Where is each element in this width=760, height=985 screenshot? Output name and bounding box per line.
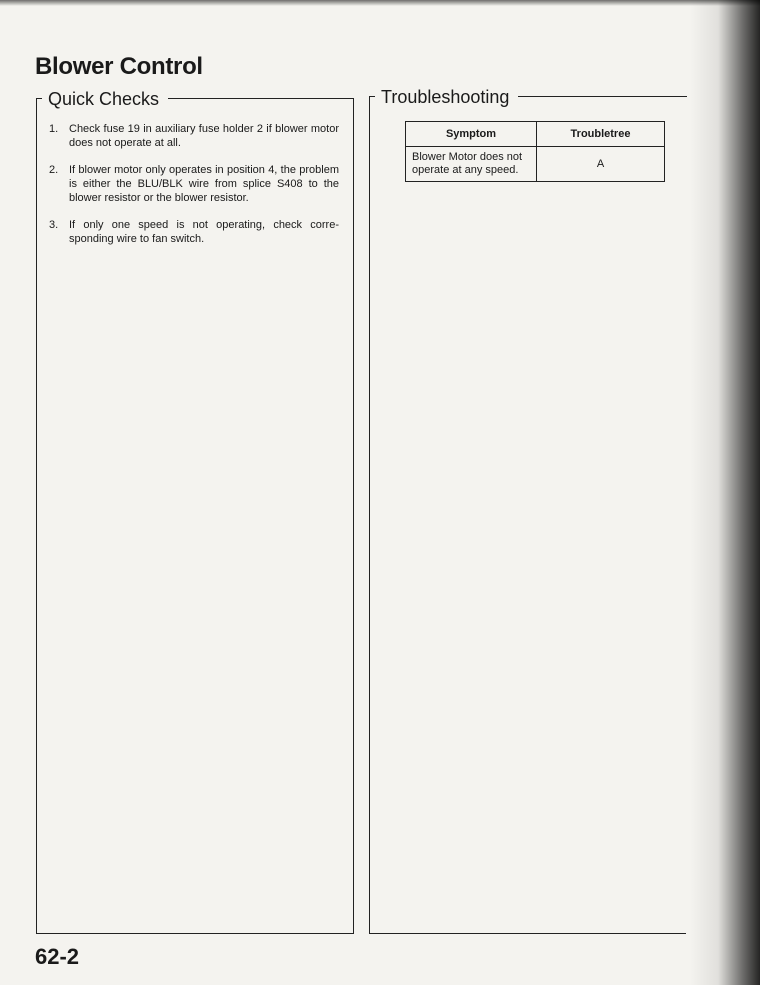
troubleshooting-table bbox=[405, 121, 665, 182]
check-item bbox=[49, 163, 339, 205]
troubletree-column-header: Troubletree bbox=[537, 122, 665, 147]
quick-checks-panel bbox=[36, 89, 354, 934]
page-number: 62-2 bbox=[35, 944, 80, 969]
quick-checks-heading: Quick Checks bbox=[48, 89, 160, 109]
check-number: 3. bbox=[49, 219, 59, 231]
check-number: 2. bbox=[49, 164, 59, 176]
scan-top-shadow bbox=[0, 0, 760, 6]
symptom-cell: Blower Motor does not operate at any speed. bbox=[406, 147, 537, 182]
check-text: If only one speed is not operating, check corre-sponding wire to fan switch. bbox=[69, 219, 339, 245]
scan-edge-shadow bbox=[690, 0, 760, 985]
header-rule bbox=[168, 98, 354, 99]
troubleshooting-panel bbox=[369, 87, 686, 934]
quick-checks-list bbox=[49, 122, 339, 259]
symptom-column-header: Symptom bbox=[406, 122, 537, 147]
troubleshooting-header bbox=[369, 88, 687, 106]
table-row bbox=[406, 147, 665, 182]
check-item bbox=[49, 218, 339, 246]
header-rule bbox=[518, 96, 687, 97]
check-text: Check fuse 19 in auxiliary fuse holder 2 if blower motor does not operate at all. bbox=[69, 123, 339, 149]
check-text: If blower motor only operates in position 4, the problem is either the BLU/BLK wire from splice S408 to the blower resistor or the blower resistor. bbox=[69, 164, 339, 204]
troubletree-cell[interactable]: A bbox=[537, 147, 665, 182]
page-title: Blower Control bbox=[35, 53, 203, 80]
check-number: 1. bbox=[49, 123, 59, 135]
table-header-row bbox=[406, 122, 665, 147]
check-item bbox=[49, 122, 339, 150]
quick-checks-header bbox=[36, 90, 354, 108]
troubleshooting-heading: Troubleshooting bbox=[381, 87, 510, 107]
